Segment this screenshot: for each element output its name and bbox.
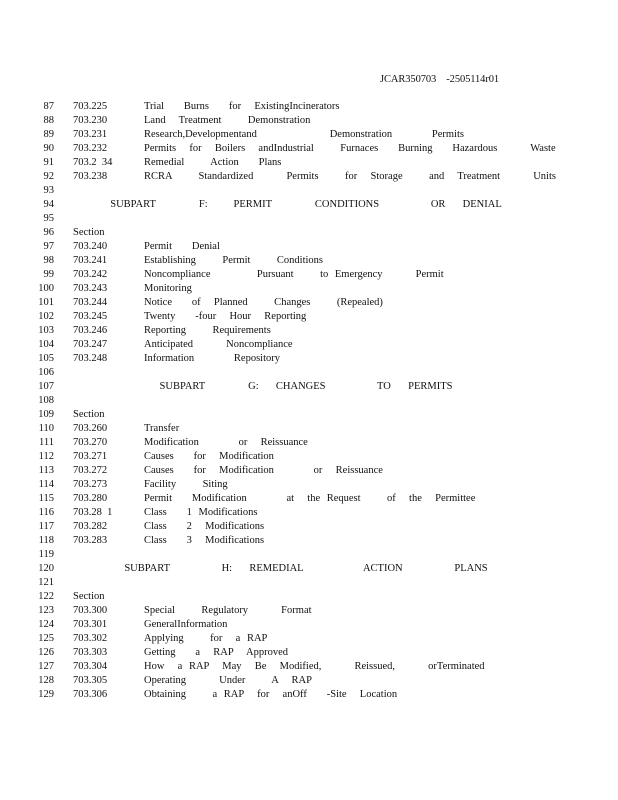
line-number: 111: [39, 437, 54, 448]
document-line: [0, 226, 618, 240]
document-line: [0, 478, 618, 492]
section-title: Getting a RAP Approved: [144, 647, 288, 658]
document-line: [0, 142, 618, 156]
line-number: 121: [38, 577, 54, 588]
subpart-heading-text: SUBPART F: PERMIT CONDITIONS OR DENIAL: [110, 199, 502, 210]
section-title: GeneralInformation: [144, 619, 228, 630]
line-number: 106: [38, 367, 54, 378]
section-number: 703.273: [73, 479, 108, 490]
document-line: [0, 184, 618, 198]
document-line: [0, 366, 618, 380]
document-line: [0, 534, 618, 548]
section-number: 703.300: [73, 605, 108, 616]
section-number: 703.225: [73, 101, 108, 112]
section-number: 703.232: [73, 143, 108, 154]
section-title: Applying for a RAP: [144, 633, 268, 644]
line-number: 102: [38, 311, 54, 322]
line-number: 95: [43, 213, 54, 224]
line-number: 88: [43, 115, 54, 126]
line-number: 115: [38, 493, 54, 504]
section-number: 703.272: [73, 465, 108, 476]
document-line: [0, 492, 618, 506]
section-title: Class 1 Modifications: [144, 507, 258, 518]
document-line: [0, 268, 618, 282]
line-number: 90: [43, 143, 54, 154]
line-number: 113: [38, 465, 54, 476]
document-line: [0, 212, 618, 226]
section-number: 703.270: [73, 437, 108, 448]
section-number: 703.246: [73, 325, 108, 336]
subpart-heading-text: SUBPART H: REMEDIAL ACTION PLANS: [124, 563, 488, 574]
document-line: [0, 352, 618, 366]
line-number: 122: [38, 591, 54, 602]
section-title: RCRA Standardized Permits for Storage and Treatment Units: [144, 171, 556, 182]
section-title: Reporting Requirements: [144, 325, 271, 336]
section-title: Operating Under A RAP: [144, 675, 312, 686]
section-title: Class 3 Modifications: [144, 535, 265, 546]
line-number: 100: [38, 283, 54, 294]
section-title: Obtaining a RAP for anOff -Site Location: [144, 689, 398, 700]
section-number: 703.306: [73, 689, 108, 700]
section-title: Special Regulatory Format: [144, 605, 312, 616]
table-of-contents: [0, 100, 618, 702]
document-line: [0, 156, 618, 170]
document-line: [0, 114, 618, 128]
document-line: [0, 562, 618, 576]
document-line: [0, 506, 618, 520]
section-number: 703.305: [73, 675, 108, 686]
section-title: Modification or Reissuance: [144, 437, 308, 448]
section-number: 703.282: [73, 521, 108, 532]
section-number: 703.245: [73, 311, 108, 322]
section-number: 703.280: [73, 493, 108, 504]
line-number: 129: [38, 689, 54, 700]
document-line: [0, 450, 618, 464]
line-number: 126: [38, 647, 54, 658]
section-title: Information Repository: [144, 353, 280, 364]
section-title: Permits for Boilers andIndustrial Furnaces Burning Hazardous Waste: [144, 143, 556, 154]
line-number: 118: [38, 535, 54, 546]
line-number: 116: [38, 507, 54, 518]
line-number: 112: [38, 451, 54, 462]
document-line: [0, 422, 618, 436]
section-title: Twenty -four Hour Reporting: [144, 311, 307, 322]
section-title: Facility Siting: [144, 479, 228, 490]
section-number: 703.28 1: [73, 507, 113, 518]
line-number: 128: [38, 675, 54, 686]
document-line: [0, 170, 618, 184]
document-line: [0, 282, 618, 296]
line-number: 89: [43, 129, 54, 140]
line-number: 107: [38, 381, 54, 392]
section-number: 703.231: [73, 129, 108, 140]
line-number: 119: [38, 549, 54, 560]
section-number: 703.230: [73, 115, 108, 126]
section-title: Anticipated Noncompliance: [144, 339, 293, 350]
section-title: Land Treatment Demonstration: [144, 115, 311, 126]
section-title: Permit Denial: [144, 241, 220, 252]
subpart-heading: [0, 198, 618, 212]
document-header: JCAR350703 -2505114r01: [380, 74, 500, 85]
section-number: 703.242: [73, 269, 108, 280]
document-line: [0, 464, 618, 478]
document-line: [0, 380, 618, 394]
section-number: 703.241: [73, 255, 108, 266]
document-line: [0, 576, 618, 590]
section-title: Causes for Modification or Reissuance: [144, 465, 383, 476]
section-title: Remedial Action Plans: [144, 157, 282, 168]
section-number: Section: [73, 409, 105, 420]
line-number: 123: [38, 605, 54, 616]
line-number: 101: [38, 297, 54, 308]
line-number: 125: [38, 633, 54, 644]
section-title: Research,Developmentand Demonstration Permits: [144, 129, 464, 140]
line-number: 87: [43, 101, 54, 112]
line-number: 94: [43, 199, 54, 210]
line-number: 108: [38, 395, 54, 406]
document-line: [0, 646, 618, 660]
document-line: [0, 632, 618, 646]
document-line: [0, 674, 618, 688]
document-line: [0, 688, 618, 702]
section-number: 703.243: [73, 283, 108, 294]
document-line: [0, 240, 618, 254]
section-number: Section: [73, 227, 105, 238]
line-number: 104: [38, 339, 54, 350]
section-number: 703.247: [73, 339, 108, 350]
document-line: [0, 296, 618, 310]
line-number: 127: [38, 661, 54, 672]
document-line: [0, 310, 618, 324]
section-number: 703.302: [73, 633, 108, 644]
document-line: [0, 198, 618, 212]
document-line: [0, 394, 618, 408]
line-number: 103: [38, 325, 54, 336]
line-number: 92: [43, 171, 54, 182]
section-number: 703.271: [73, 451, 108, 462]
section-title: Transfer: [144, 423, 180, 434]
document-line: [0, 520, 618, 534]
line-number: 99: [43, 269, 54, 280]
document-line: [0, 324, 618, 338]
document-line: [0, 436, 618, 450]
document-line: [0, 408, 618, 422]
document-line: [0, 338, 618, 352]
document-line: [0, 128, 618, 142]
subpart-heading: [0, 562, 618, 576]
section-title: Causes for Modification: [144, 451, 274, 462]
section-number: Section: [73, 591, 105, 602]
section-title: Monitoring: [144, 283, 192, 294]
line-number: 110: [38, 423, 54, 434]
section-title: Trial Burns for ExistingIncinerators: [144, 101, 340, 112]
section-title: Permit Modification at the Request of the Permittee: [144, 493, 476, 504]
subpart-heading-text: SUBPART G: CHANGES TO PERMITS: [159, 381, 453, 392]
section-number: 703.283: [73, 535, 108, 546]
section-title: Class 2 Modifications: [144, 521, 265, 532]
line-number: 124: [38, 619, 54, 630]
section-number: 703.244: [73, 297, 108, 308]
subpart-heading: [0, 380, 618, 394]
document-line: [0, 548, 618, 562]
line-number: 117: [38, 521, 54, 532]
line-number: 109: [38, 409, 54, 420]
section-number: 703.238: [73, 171, 108, 182]
section-number: 703.248: [73, 353, 108, 364]
section-number: 703.304: [73, 661, 108, 672]
section-title: Establishing Permit Conditions: [144, 255, 324, 266]
section-number: 703.2 34: [73, 157, 113, 168]
document-line: [0, 618, 618, 632]
document-line: [0, 100, 618, 114]
document-line: [0, 254, 618, 268]
section-title: Noncompliance Pursuant to Emergency Permit: [144, 269, 444, 280]
section-number: 703.301: [73, 619, 108, 630]
section-number: 703.240: [73, 241, 108, 252]
section-number: 703.303: [73, 647, 108, 658]
line-number: 120: [38, 563, 54, 574]
document-line: [0, 660, 618, 674]
document-line: [0, 590, 618, 604]
line-number: 91: [43, 157, 54, 168]
document-line: [0, 604, 618, 618]
section-title: How a RAP May Be Modified, Reissued, orTerminated: [144, 661, 485, 672]
line-number: 97: [43, 241, 54, 252]
line-number: 114: [38, 479, 54, 490]
line-number: 96: [43, 227, 54, 238]
section-title: Notice of Planned Changes (Repealed): [144, 297, 383, 308]
line-number: 98: [43, 255, 54, 266]
section-number: 703.260: [73, 423, 108, 434]
line-number: 105: [38, 353, 54, 364]
line-number: 93: [43, 185, 54, 196]
